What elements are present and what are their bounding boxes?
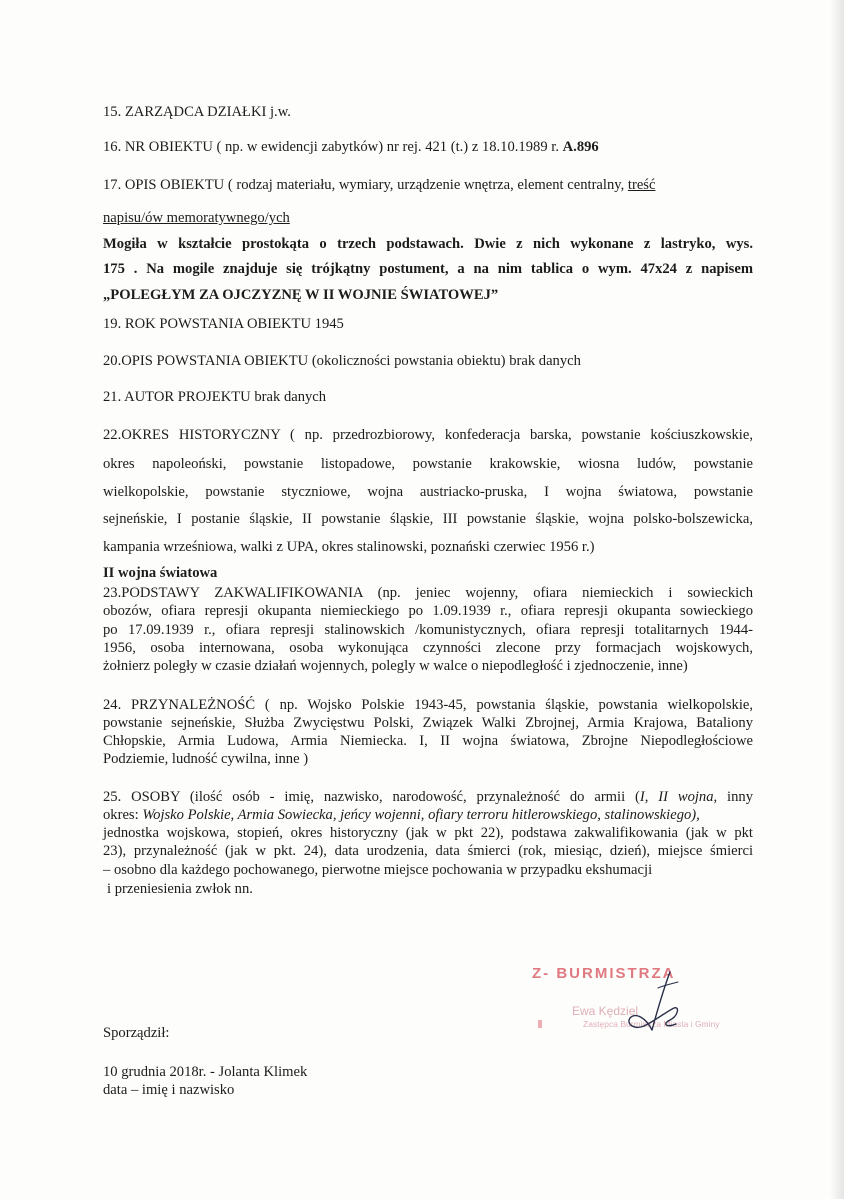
prepared-caption: data – imię i nazwisko xyxy=(103,1082,235,1098)
item-17-heading xyxy=(103,177,655,194)
item-16-code: A.896 xyxy=(562,139,599,155)
item-17-underlined: treść xyxy=(627,177,656,193)
scan-shadow-edge xyxy=(830,0,844,1199)
item-17-inscription: „POLEGŁYM ZA OJCZYZNĘ W II WOJNIE ŚWIATOWEJ” xyxy=(103,287,499,303)
item-17-description-line2: 175 . Na mogile znajduje się trójkątny postument, a na nim tablica o wym. 47x24 z napisem xyxy=(103,261,753,277)
item-24-line2: powstanie sejneńskie, Służba Zwycięstwu Polski, Związek Walki Zbrojnej, Armia Krajowa, Bataliony xyxy=(103,715,753,731)
item-22-line3: wielkopolskie, powstanie styczniowe, wojna austriacko-pruska, I wojna światowa, powstanie xyxy=(103,484,753,500)
item-25-line1 xyxy=(103,789,753,806)
item-25-line4: 23), przynależność (jak w pkt. 24), data urodzenia, data śmierci (rok, miesiąc, dzień), miejsce śmierci xyxy=(103,843,753,859)
stamp-title: Z- BURMISTRZA xyxy=(532,965,676,982)
item-24-line4: Podziemie, ludność cywilna, inne ) xyxy=(103,751,309,767)
item-23-line3: po 17.09.1939 r., ofiara represji stalinowskich /komunistycznych, ofiara represji totalitarnych 1944- xyxy=(103,622,753,638)
item-15-administrator: 15. ZARZĄDCA DZIAŁKI j.w. xyxy=(103,104,291,120)
item-22-line5: kampania wrześniowa, walki z UPA, okres stalinowski, poznański czerwiec 1956 r.) xyxy=(103,539,595,555)
item-23-line4: 1956, osoba internowana, osoba wykonująca czynności zlecone przy formacjach wojskowych, xyxy=(103,640,753,656)
item-24-line1: 24. PRZYNALEŻNOŚĆ ( np. Wojsko Polskie 1943-45, powstania śląskie, powstania wielkopolskie, xyxy=(103,697,753,713)
item-23-line1: 23.PODSTAWY ZAKWALIFIKOWANIA (np. jeniec wojenny, ofiara niemieckich i sowieckich xyxy=(103,585,753,601)
item-25-line1-b: inny xyxy=(717,789,754,805)
prepared-by-label: Sporządził: xyxy=(103,1025,170,1041)
stamp-mark xyxy=(538,1020,542,1028)
item-16-object-number xyxy=(103,139,599,156)
item-25-line1-a: 25. OSOBY (ilość osób - imię, nazwisko, narodowość, przynależność do armii ( xyxy=(103,789,640,805)
item-22-answer: II wojna światowa xyxy=(103,565,218,581)
item-20-origin: 20.OPIS POWSTANIA OBIEKTU (okoliczności powstania obiektu) brak danych xyxy=(103,353,581,369)
item-21-author: 21. AUTOR PROJEKTU brak danych xyxy=(103,389,327,405)
item-22-line2: okres napoleoński, powstanie listopadowe, powstanie krakowskie, wiosna ludów, powstanie xyxy=(103,456,753,472)
item-17-description-line1: Mogiła w kształcie prostokąta o trzech podstawach. Dwie z nich wykonane z lastryko, wys. xyxy=(103,236,753,252)
item-16-text: 16. NR OBIEKTU ( np. w ewidencji zabytków) nr rej. 421 (t.) z 18.10.1989 r. xyxy=(103,139,563,155)
item-22-line1: 22.OKRES HISTORYCZNY ( np. przedrozbiorowy, konfederacja barska, powstanie kościuszkowskie, xyxy=(103,427,753,443)
item-25-line1-italic: I, II wojna, xyxy=(639,789,718,805)
prepared-date-name: 10 grudnia 2018r. - Jolanta Klimek xyxy=(103,1064,308,1080)
item-25-line3: jednostka wojskowa, stopień, okres historyczny (jak w pkt 22), podstawa zakwalifikowania (jak w pkt xyxy=(103,825,753,841)
item-23-line5: żołnierz poległy w czasie działań wojennych, polegly w walce o niepodległość i zjednoczenie, inne) xyxy=(103,658,688,674)
item-25-line2-italic: Wojsko Polskie, Armia Sowiecka, jeńcy wojenni, ofiary terroru hitlerowskiego, stalinowskiego), xyxy=(142,807,700,823)
stamp-role: Zastępca Burmistrza Miasta i Gminy xyxy=(583,1019,720,1029)
item-25-line5: – osobno dla każdego pochowanego, pierwotne miejsce pochowania w przypadku ekshumacji xyxy=(103,862,653,878)
item-24-line3: Chłopskie, Armia Ludowa, Armia Niemiecka. I, II wojna światowa, Zbrojne Niepodległościowe xyxy=(103,733,753,749)
item-17-heading-cont: napisu/ów memoratywnego/ych xyxy=(103,210,290,226)
stamp-name: Ewa Kędziel xyxy=(572,1004,639,1018)
item-25-line2-a: okres: xyxy=(103,807,143,823)
item-19-year: 19. ROK POWSTANIA OBIEKTU 1945 xyxy=(103,316,344,332)
item-22-line4: sejneńskie, I postanie śląskie, II powstanie śląskie, III powstanie śląskie, wojna polsko-bolszewicka, xyxy=(103,511,753,527)
handwritten-signature-icon xyxy=(600,968,710,1048)
item-25-line6: i przeniesienia zwłok nn. xyxy=(107,881,253,897)
item-23-line2: obozów, ofiara represji okupanta niemieckiego po 1.09.1939 r., ofiara represji okupanta sowieckiego xyxy=(103,603,753,619)
item-17-text: 17. OPIS OBIEKTU ( rodzaj materiału, wymiary, urządzenie wnętrza, element centralny, xyxy=(103,177,628,193)
item-25-line2 xyxy=(103,807,700,824)
